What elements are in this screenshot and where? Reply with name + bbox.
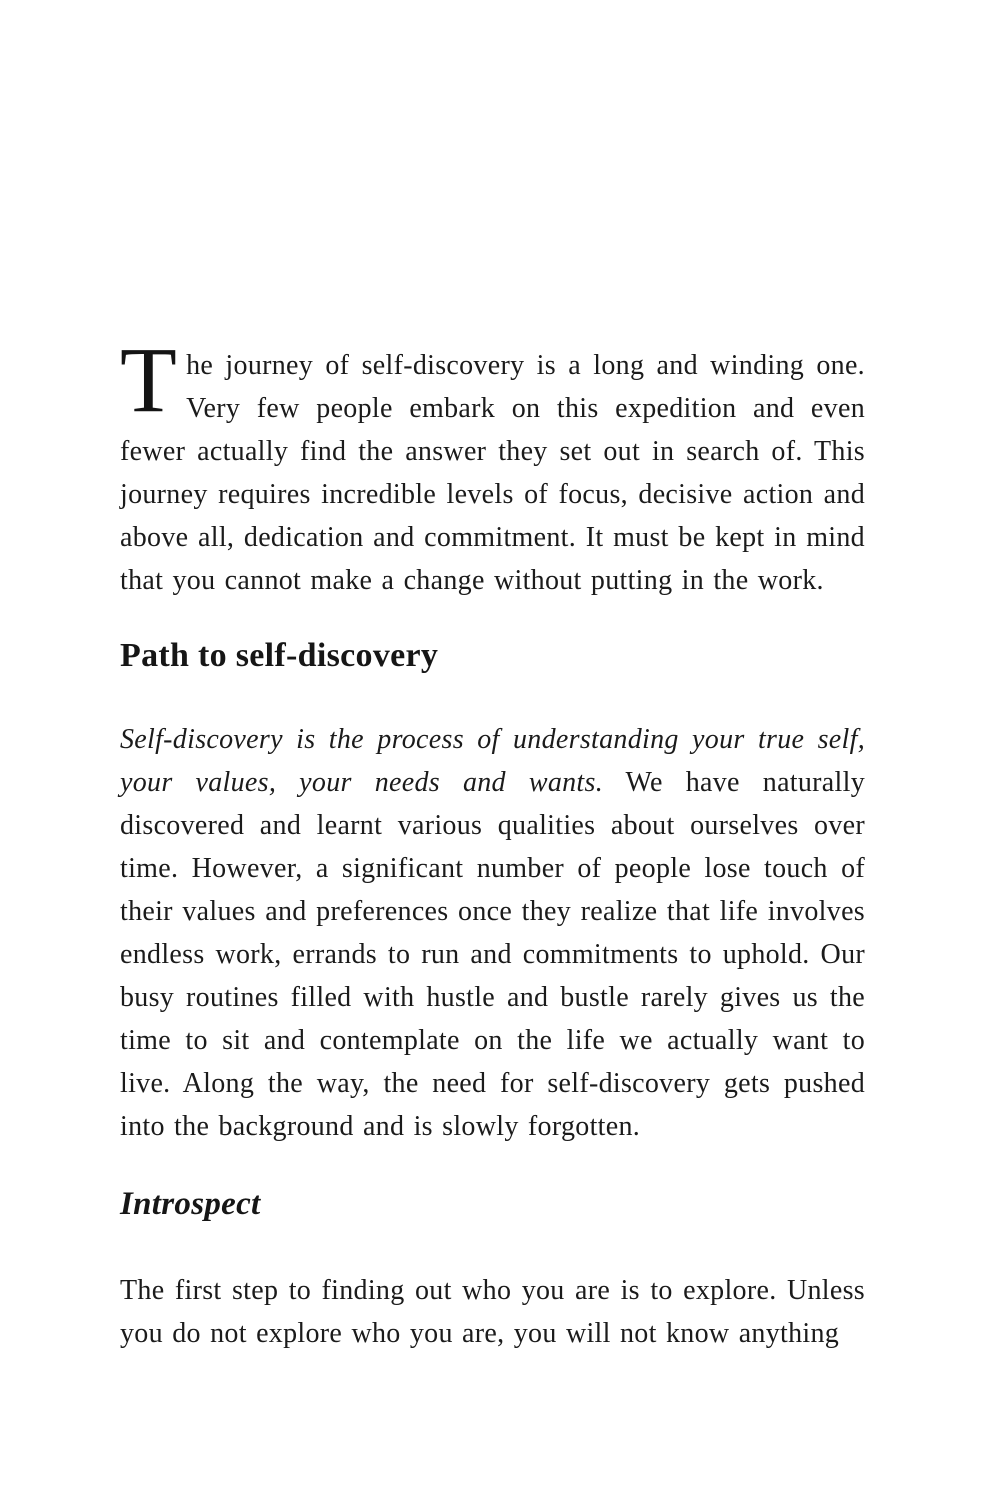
opening-paragraph-text: he journey of self-discovery is a long and winding one. Very few people embark on this expedition and even fewer actually find the answer they set out in search of. This journey requires incredible levels of focus, decisive action and above all, dedication and commitment. It must be kept in mind that you cannot make a change without putting in the work.: [120, 350, 865, 596]
subsection-heading-introspect: Introspect: [120, 1186, 261, 1222]
subsection-paragraph: The first step to finding out who you are is to explore. Unless you do not explore who you are, you will not know anything: [120, 1275, 865, 1349]
italic-lead-sentence: Self-discovery is the process of understanding your true self, your values, your needs and wants.: [120, 724, 865, 798]
chapter-opening-paragraph: [120, 329, 865, 602]
section-heading-path-to-self-discovery: Path to self-discovery: [120, 637, 439, 674]
section-paragraph: [120, 718, 865, 1148]
drop-cap: T: [120, 329, 178, 432]
section-paragraph-rest: We have naturally discovered and learnt various qualities about ourselves over time. However, a significant number of people lose touch of their values and preferences once they realize that life involves endless work, errands to run and commitments to uphold. Our busy routines filled with hustle and bustle rarely gives us the time to sit and contemplate on the life we actually want to live. Along the way, the need for self-discovery gets pushed into the background and is slowly forgotten.: [120, 767, 865, 1142]
